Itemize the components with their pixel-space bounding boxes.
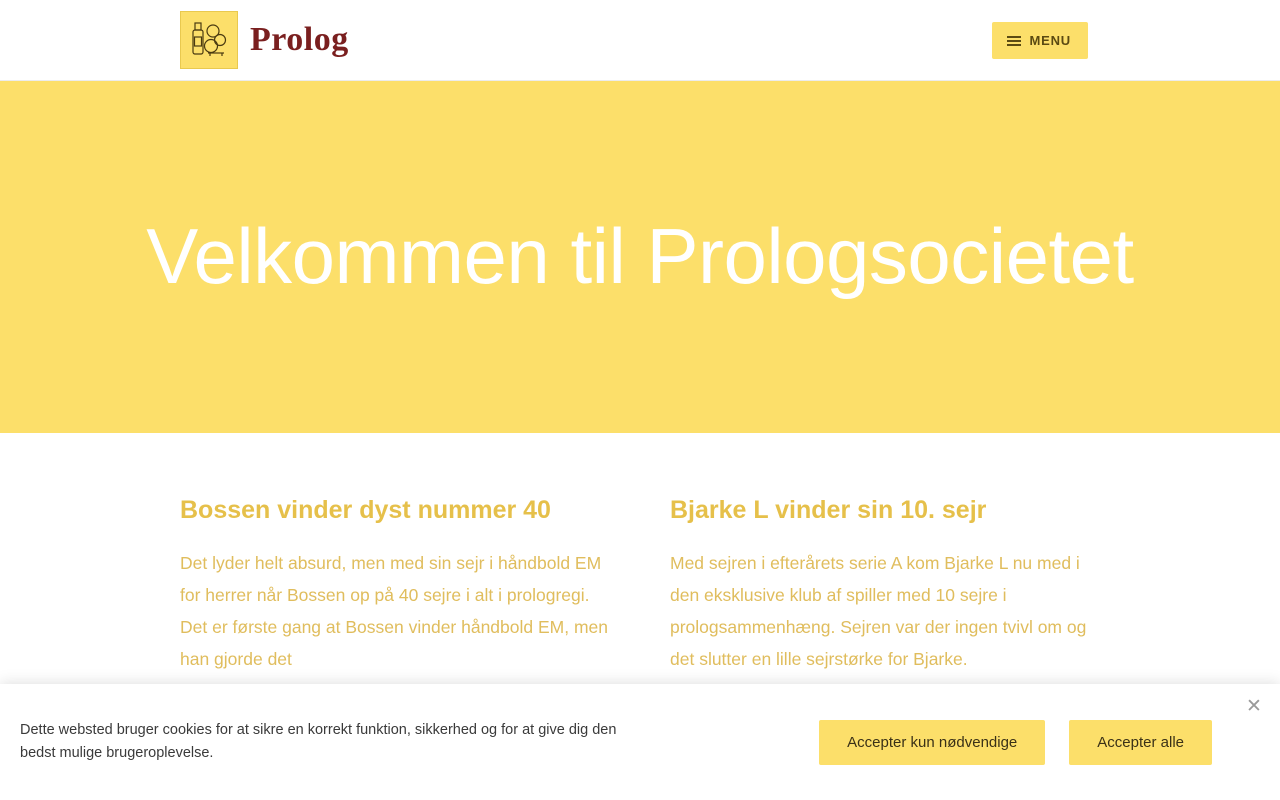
- bottle-and-glasses-icon: [180, 11, 238, 69]
- article-card: [670, 495, 1100, 675]
- article-title[interactable]: Bjarke L vinder sin 10. sejr: [670, 496, 987, 524]
- hero-banner: [0, 81, 1280, 433]
- menu-button-label: MENU: [1029, 33, 1071, 48]
- cookie-consent-actions: [819, 720, 1212, 765]
- accept-necessary-button[interactable]: Accepter kun nødvendige: [819, 720, 1045, 765]
- page-title: Velkommen til Prologsocietet: [146, 212, 1134, 301]
- article-body: Det lyder helt absurd, men med sin sejr i håndbold EM for herrer når Bossen op på 40 sejre i alt i prologregi. Det er første gang at Bossen vinder håndbold EM, men han gjorde det: [180, 553, 609, 669]
- article-card: [180, 495, 610, 675]
- brand-name: Prolog: [250, 21, 349, 58]
- close-icon[interactable]: ✕: [1244, 696, 1264, 716]
- site-header: [0, 0, 1280, 81]
- article-columns: [0, 433, 1280, 675]
- accept-all-button[interactable]: Accepter alle: [1069, 720, 1212, 765]
- cookie-consent-banner: [0, 684, 1280, 800]
- cookie-consent-text: Dette websted bruger cookies for at sikre en korrekt funktion, sikkerhed og for at give dig den bedst mulige brugeroplevelse.: [20, 721, 617, 761]
- brand-logo-link[interactable]: [180, 11, 349, 69]
- article-body: Med sejren i efterårets serie A kom Bjarke L nu med i den eksklusive klub af spiller med 10 sejre i prologsammenhæng. Sejren var der ingen tvivl om og det slutter en lille sejrstørke for Bjarke.: [670, 553, 1087, 669]
- article-title[interactable]: Bossen vinder dyst nummer 40: [180, 496, 551, 524]
- menu-button[interactable]: [992, 22, 1088, 59]
- hamburger-icon: [1007, 36, 1021, 46]
